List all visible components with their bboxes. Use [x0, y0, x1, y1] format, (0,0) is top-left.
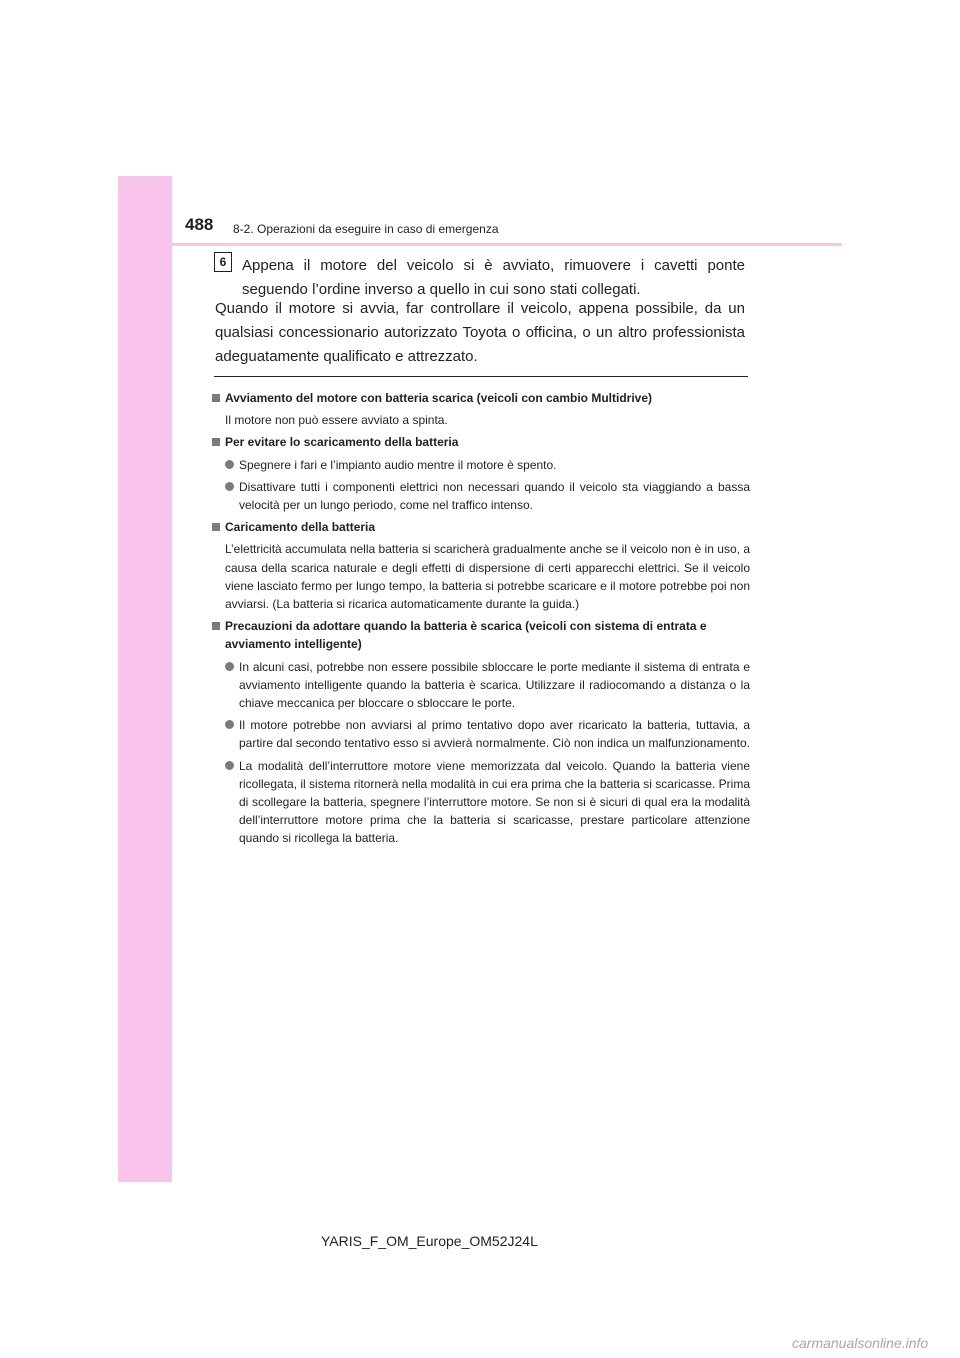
section-title: 8-2. Operazioni da eseguire in caso di emergenza	[233, 222, 499, 236]
note-body: Il motore non può essere avviato a spinta.	[225, 413, 448, 428]
note-heading	[212, 433, 750, 451]
note-heading	[212, 518, 750, 536]
bullet-item	[225, 716, 750, 752]
round-bullet-icon	[225, 761, 234, 770]
side-tab-band	[118, 176, 172, 1182]
watermark: carmanualsonline.info	[792, 1335, 929, 1351]
header-rule	[172, 243, 842, 246]
square-bullet-icon	[212, 622, 220, 630]
bullet-item	[225, 478, 750, 514]
bullet-text: Disattivare tutti i componenti elettrici non necessari quando il veicolo sta viaggiando a bassa velocità per un lungo periodo, come nel traffico intenso.	[239, 479, 750, 513]
round-bullet-icon	[225, 460, 234, 469]
square-bullet-icon	[212, 438, 220, 446]
bullet-text: Il motore potrebbe non avviarsi al primo tentativo dopo aver ricaricato la batteria, tuttavia, a partire dal secondo tentativo esso si avvierà normalmente. Ciò non indica un malfunzionamento.	[239, 718, 750, 751]
notes-section	[212, 385, 750, 848]
notes-divider	[214, 376, 748, 377]
step-number-box: 6	[214, 252, 232, 272]
note-heading-text: Per evitare lo scaricamento della batteria	[225, 435, 459, 450]
bullet-item	[225, 757, 750, 848]
round-bullet-icon	[225, 482, 234, 491]
note-heading-text: Caricamento della batteria	[225, 520, 376, 535]
bullet-text: La modalità dell’interruttore motore viene memorizzata dal veicolo. Quando la batteria viene ricollegata, il sistema ritornerà nella modalità in cui era prima che la batteria si scaricasse. Prima di scollegare la batteria, spegnere l’interruttore motore. Se non si è sicuri di qual era la modalità dell’interruttore motore prima che la batteria si scaricasse, prestare particolare attenzione quando si ricollega la batteria.	[239, 758, 750, 846]
bullet-item	[225, 658, 750, 713]
bullet-text: In alcuni casi, potrebbe non essere possibile sbloccare le porte mediante il sistema di entrata e avviamento intelligente quando la batteria è scarica. Utilizzare il radiocomando a distanza o la chiave meccanica per bloccare o sbloccare le porte.	[239, 659, 750, 711]
note-body: L’elettricità accumulata nella batteria si scaricherà gradualmente anche se il veicolo non è in uso, a causa della scarica naturale e degli effetti di dispersione di certi apparecchi elettrici. Se il veicolo viene lasciato fermo per lungo tempo, la batteria si potrebbe scaricare e il motore potrebbe poi non avviarsi. (La batteria si ricarica automaticamente durante la guida.)	[225, 542, 750, 612]
note-heading	[212, 617, 750, 653]
note-heading	[212, 389, 750, 407]
square-bullet-icon	[212, 394, 220, 402]
step-text: Appena il motore del veicolo si è avviato, rimuovere i cavetti ponte seguendo l’ordine inverso a quello in cui sono stati collegati.	[242, 257, 745, 298]
footer-doc-code: YARIS_F_OM_Europe_OM52J24L	[321, 1233, 538, 1249]
round-bullet-icon	[225, 720, 234, 729]
step-note: Quando il motore si avvia, far controllare il veicolo, appena possibile, da un qualsiasi concessionario autorizzato Toyota o officina, o un altro professionista adeguatamente qualificato e attrezzato.	[215, 300, 745, 365]
note-heading-text: Avviamento del motore con batteria scarica (veicoli con cambio Multidrive)	[225, 391, 653, 405]
round-bullet-icon	[225, 662, 234, 671]
bullet-item	[225, 456, 750, 474]
bullet-text: Spegnere i fari e l’impianto audio mentre il motore è spento.	[239, 457, 557, 472]
square-bullet-icon	[212, 523, 220, 531]
page-number: 488	[185, 215, 214, 234]
note-heading-text: Precauzioni da adottare quando la batteria è scarica (veicoli con sistema di entrata e avviamento intelligente)	[225, 619, 707, 652]
